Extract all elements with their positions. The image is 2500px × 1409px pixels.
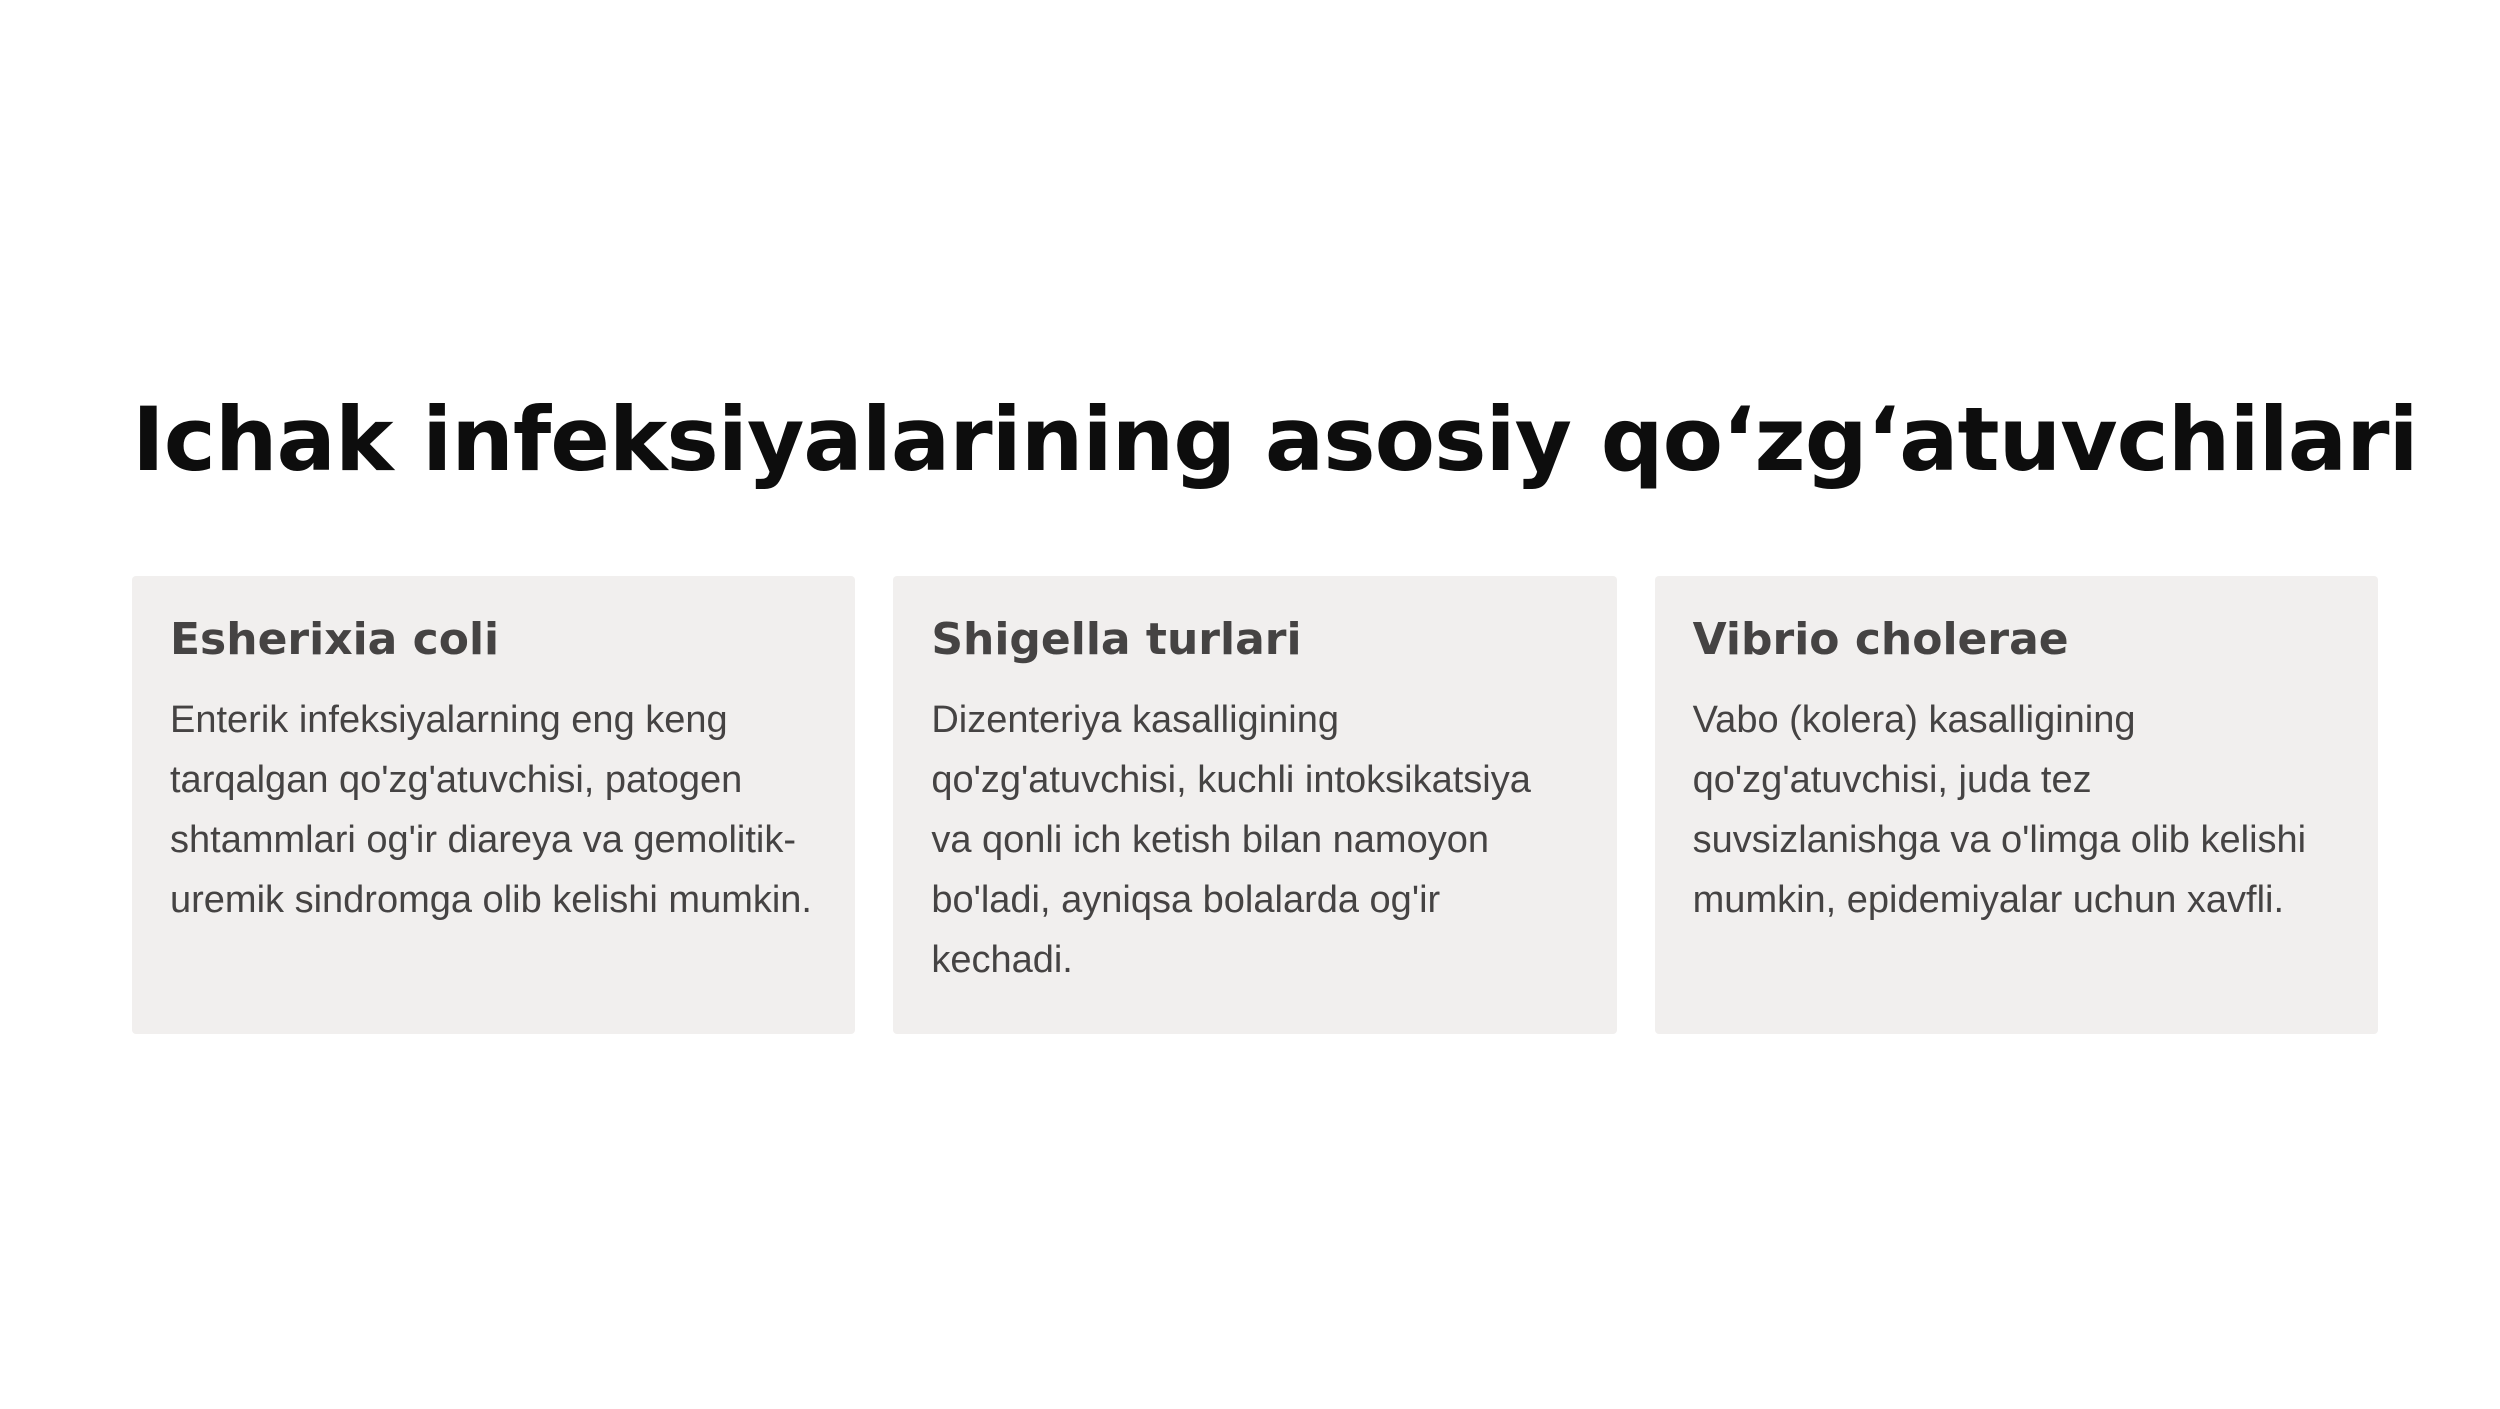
card-description: Enterik infeksiyalarning eng keng tarqalgan qo'zg'atuvchisi, patogen shtammlari og'ir diareya va gemolitik-uremik sindromga olib kelishi mumkin. [170,699,812,921]
card-title: Shigella turlari [931,614,1302,665]
slide-title: Ichak infeksiyalarining asosiy qo‘zg‘atuvchilari [132,388,2418,491]
card-shigella [893,576,1616,1034]
card-title: Vibrio cholerae [1692,614,2069,665]
card-vibrio-cholerae [1655,576,2378,1034]
card-title: Esherixia coli [170,614,500,665]
card-esherixia-coli [132,576,855,1034]
card-description: Dizenteriya kasalligining qo'zg'atuvchisi, kuchli intoksikatsiya va qonli ich ketish bilan namoyon bo'ladi, ayniqsa bolalarda og'ir kechadi. [931,699,1531,981]
card-description: Vabo (kolera) kasalligining qo'zg'atuvchisi, juda tez suvsizlanishga va o'limga olib kelishi mumkin, epidemiyalar uchun xavfli. [1692,699,2307,921]
card-row [132,576,2378,1034]
